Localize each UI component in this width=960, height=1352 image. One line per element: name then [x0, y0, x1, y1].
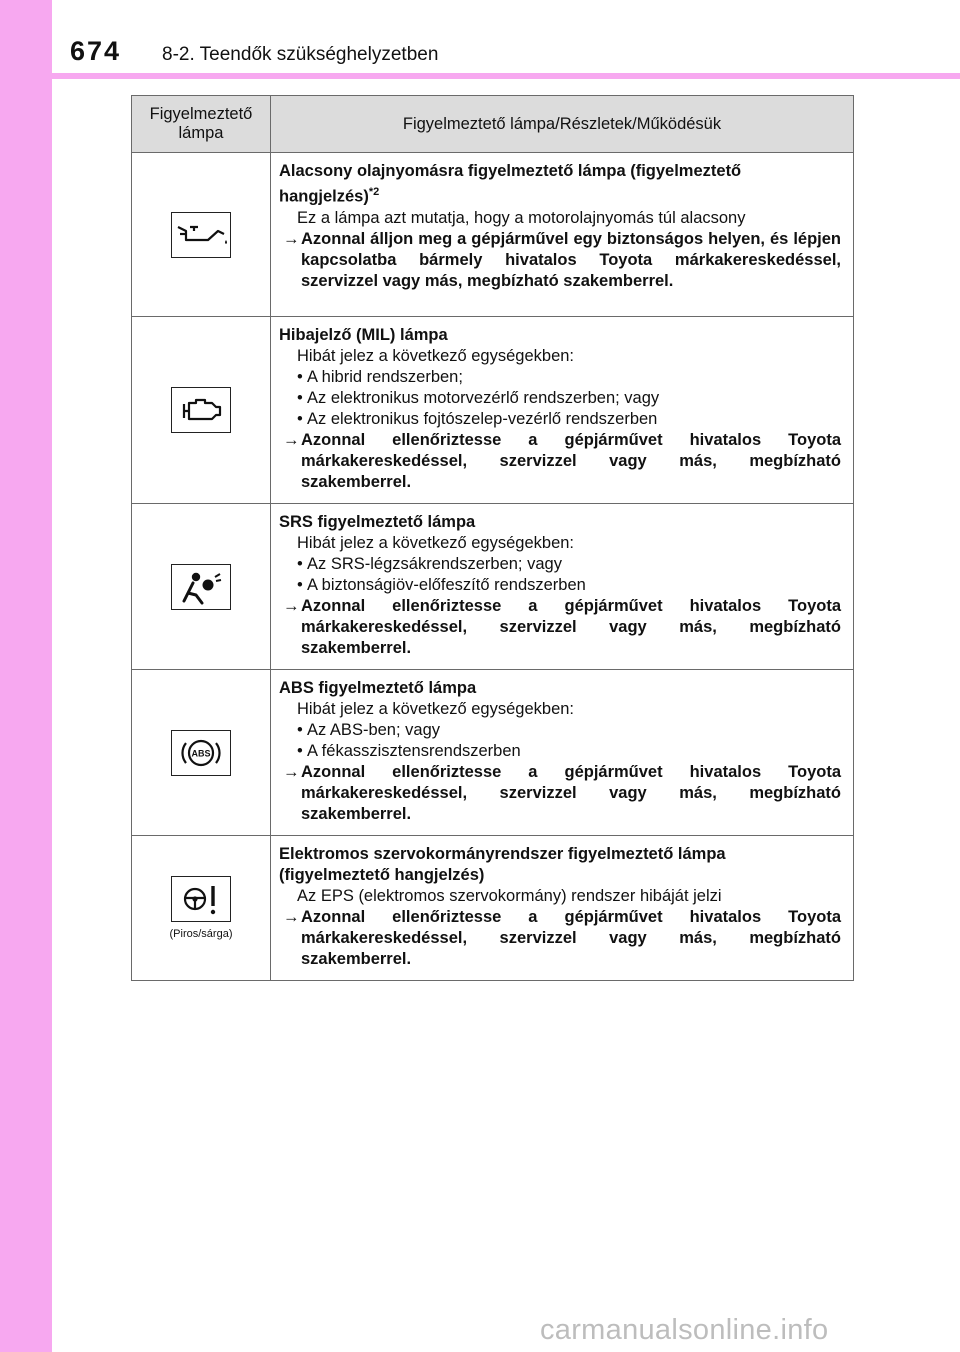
table-row [132, 153, 854, 317]
lamp-title: SRS figyelmeztető lámpa [279, 513, 476, 531]
action-instruction: → Azonnal álljon meg a gépjárművel egy biztonságos helyen, és lépjen kapcsolatba bármely hivatalos Toyota márkakereskedéssel, szervizzel vagy más, megbízható szakemberrel. [283, 229, 841, 290]
footnote-mark: *2 [368, 186, 380, 198]
list-item: • Az SRS-légzsákrendszerben; vagy [279, 554, 841, 575]
side-color-tab [0, 0, 52, 1352]
column-header-details: Figyelmeztető lámpa/Részletek/Működésük [271, 96, 854, 153]
table-row [132, 317, 854, 504]
srs-airbag-icon [171, 564, 231, 610]
table-row [132, 836, 854, 981]
list-item: • Az ABS-ben; vagy [279, 720, 841, 741]
icon-cell [132, 670, 271, 836]
description-cell [271, 836, 854, 981]
check-engine-icon [171, 387, 231, 433]
lamp-title: Elektromos szervokormányrendszer figyelmeztető lámpa (figyelmeztető hangjelzés) [279, 845, 726, 884]
watermark-text: carmanualsonline.info [540, 1314, 829, 1346]
lamp-description: Hibát jelez a következő egységekben: [297, 534, 575, 552]
arrow-icon: → [283, 763, 300, 781]
page-number: 674 [70, 36, 122, 66]
icon-cell [132, 504, 271, 670]
header-divider [52, 73, 960, 79]
lamp-description: Az EPS (elektromos szervokormány) rendszer hibáját jelzi [297, 887, 722, 905]
list-item: • A hibrid rendszerben; [279, 367, 841, 388]
arrow-icon: → [283, 597, 300, 615]
description-cell [271, 317, 854, 504]
action-instruction: → Azonnal ellenőriztesse a gépjárművet hivatalos Toyota márkakereskedéssel, szervizzel vagy más, megbízható szakemberrel. [283, 431, 841, 491]
lamp-title: Hibajelző (MIL) lámpa [279, 326, 448, 344]
lamp-title: ABS figyelmeztető lámpa [279, 679, 477, 697]
arrow-icon: → [283, 908, 300, 926]
description-cell [271, 153, 854, 317]
arrow-icon: → [283, 229, 300, 248]
icon-cell [132, 153, 271, 317]
section-title: 8-2. Teendők szükséghelyzetben [162, 44, 439, 65]
table-row [132, 670, 854, 836]
list-item: • A fékasszisztensrendszerben [279, 741, 841, 762]
action-instruction: → Azonnal ellenőriztesse a gépjárművet hivatalos Toyota márkakereskedéssel, szervizzel vagy más, megbízható szakemberrel. [283, 597, 841, 657]
table-header-row [132, 96, 854, 153]
oil-pressure-icon [171, 212, 231, 258]
arrow-icon: → [283, 431, 300, 449]
eps-steering-warning-icon [171, 876, 231, 922]
lamp-description: Hibát jelez a következő egységekben: [297, 700, 575, 718]
icon-cell [132, 836, 271, 981]
action-instruction: → Azonnal ellenőriztesse a gépjárművet hivatalos Toyota márkakereskedéssel, szervizzel vagy más, megbízható szakemberrel. [283, 763, 841, 823]
description-cell [271, 670, 854, 836]
column-header-lamp: Figyelmeztető lámpa [132, 96, 271, 153]
list-item: • A biztonságiöv-előfeszítő rendszerben [279, 575, 841, 596]
description-cell [271, 504, 854, 670]
warning-lights-table [131, 95, 854, 981]
lamp-description: Hibát jelez a következő egységekben: [297, 347, 575, 365]
abs-icon [171, 730, 231, 776]
action-instruction: → Azonnal ellenőriztesse a gépjárművet hivatalos Toyota márkakereskedéssel, szervizzel vagy más, megbízható szakemberrel. [283, 908, 841, 968]
list-item: • Az elektronikus motorvezérlő rendszerben; vagy [279, 388, 841, 409]
icon-color-note: (Piros/sárga) [169, 928, 233, 940]
lamp-description: Ez a lámpa azt mutatja, hogy a motorolajnyomás túl alacsony [297, 208, 746, 227]
icon-cell [132, 317, 271, 504]
lamp-title: Alacsony olajnyomásra figyelmeztető lámpa (figyelmeztető hangjelzés)$^{*2}$ [279, 162, 742, 206]
table-row [132, 504, 854, 670]
abs-icon-text: ABS [191, 748, 211, 758]
list-item: • Az elektronikus fojtószelep-vezérlő rendszerben [279, 409, 841, 430]
